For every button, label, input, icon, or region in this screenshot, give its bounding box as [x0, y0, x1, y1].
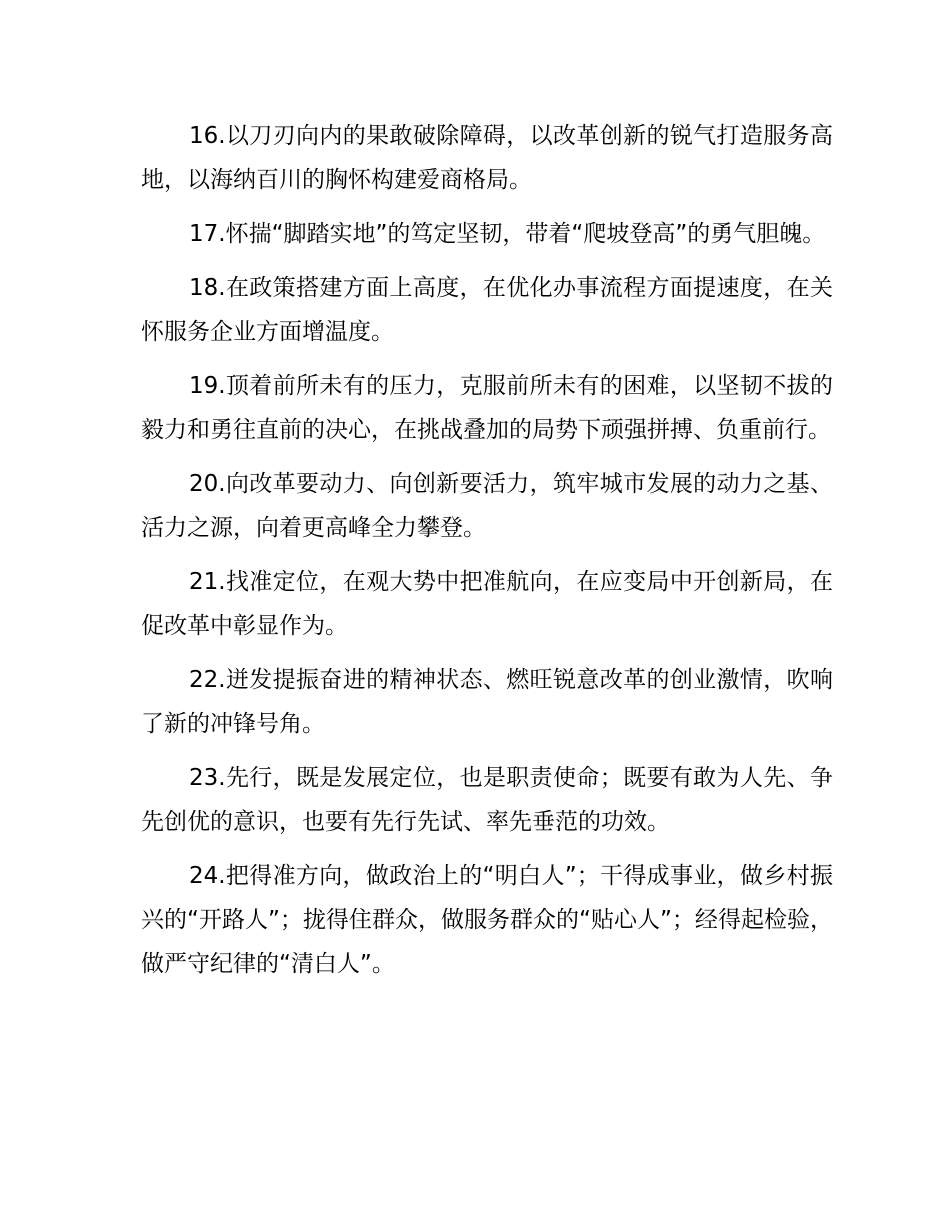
paragraph-18: 18.在政策搭建方面上高度，在优化办事流程方面提速度，在关怀服务企业方面增温度。	[141, 275, 833, 345]
paragraph-24: 24.把得准方向，做政治上的“明白人”；干得成事业，做乡村振兴的“开路人”；拢得住群众，做服务群众的“贴心人”；经得起检验，做严守纪律的“清白人”。	[141, 863, 833, 977]
paragraph-19: 19.顶着前所未有的压力，克服前所未有的困难，以坚韧不拔的毅力和勇往直前的决心，在挑战叠加的局势下顽强拼搏、负重前行。	[141, 373, 833, 443]
paragraph-22: 22.迸发提振奋进的精神状态、燃旺锐意改革的创业激情，吹响了新的冲锋号角。	[141, 667, 833, 737]
paragraph-20: 20.向改革要动力、向创新要活力，筑牢城市发展的动力之基、活力之源，向着更高峰全力攀登。	[141, 471, 833, 541]
paragraph-16: 16.以刀刃向内的果敢破除障碍，以改革创新的锐气打造服务高地，以海纳百川的胸怀构建爱商格局。	[141, 123, 833, 193]
paragraph-17: 17.怀揣“脚踏实地”的笃定坚韧，带着“爬坡登高”的勇气胆魄。	[189, 221, 826, 247]
paragraph-21: 21.找准定位，在观大势中把准航向，在应变局中开创新局，在促改革中彰显作为。	[141, 569, 833, 639]
document-body	[141, 114, 833, 986]
paragraph-23: 23.先行，既是发展定位，也是职责使命；既要有敢为人先、争先创优的意识，也要有先行先试、率先垂范的功效。	[141, 765, 833, 835]
